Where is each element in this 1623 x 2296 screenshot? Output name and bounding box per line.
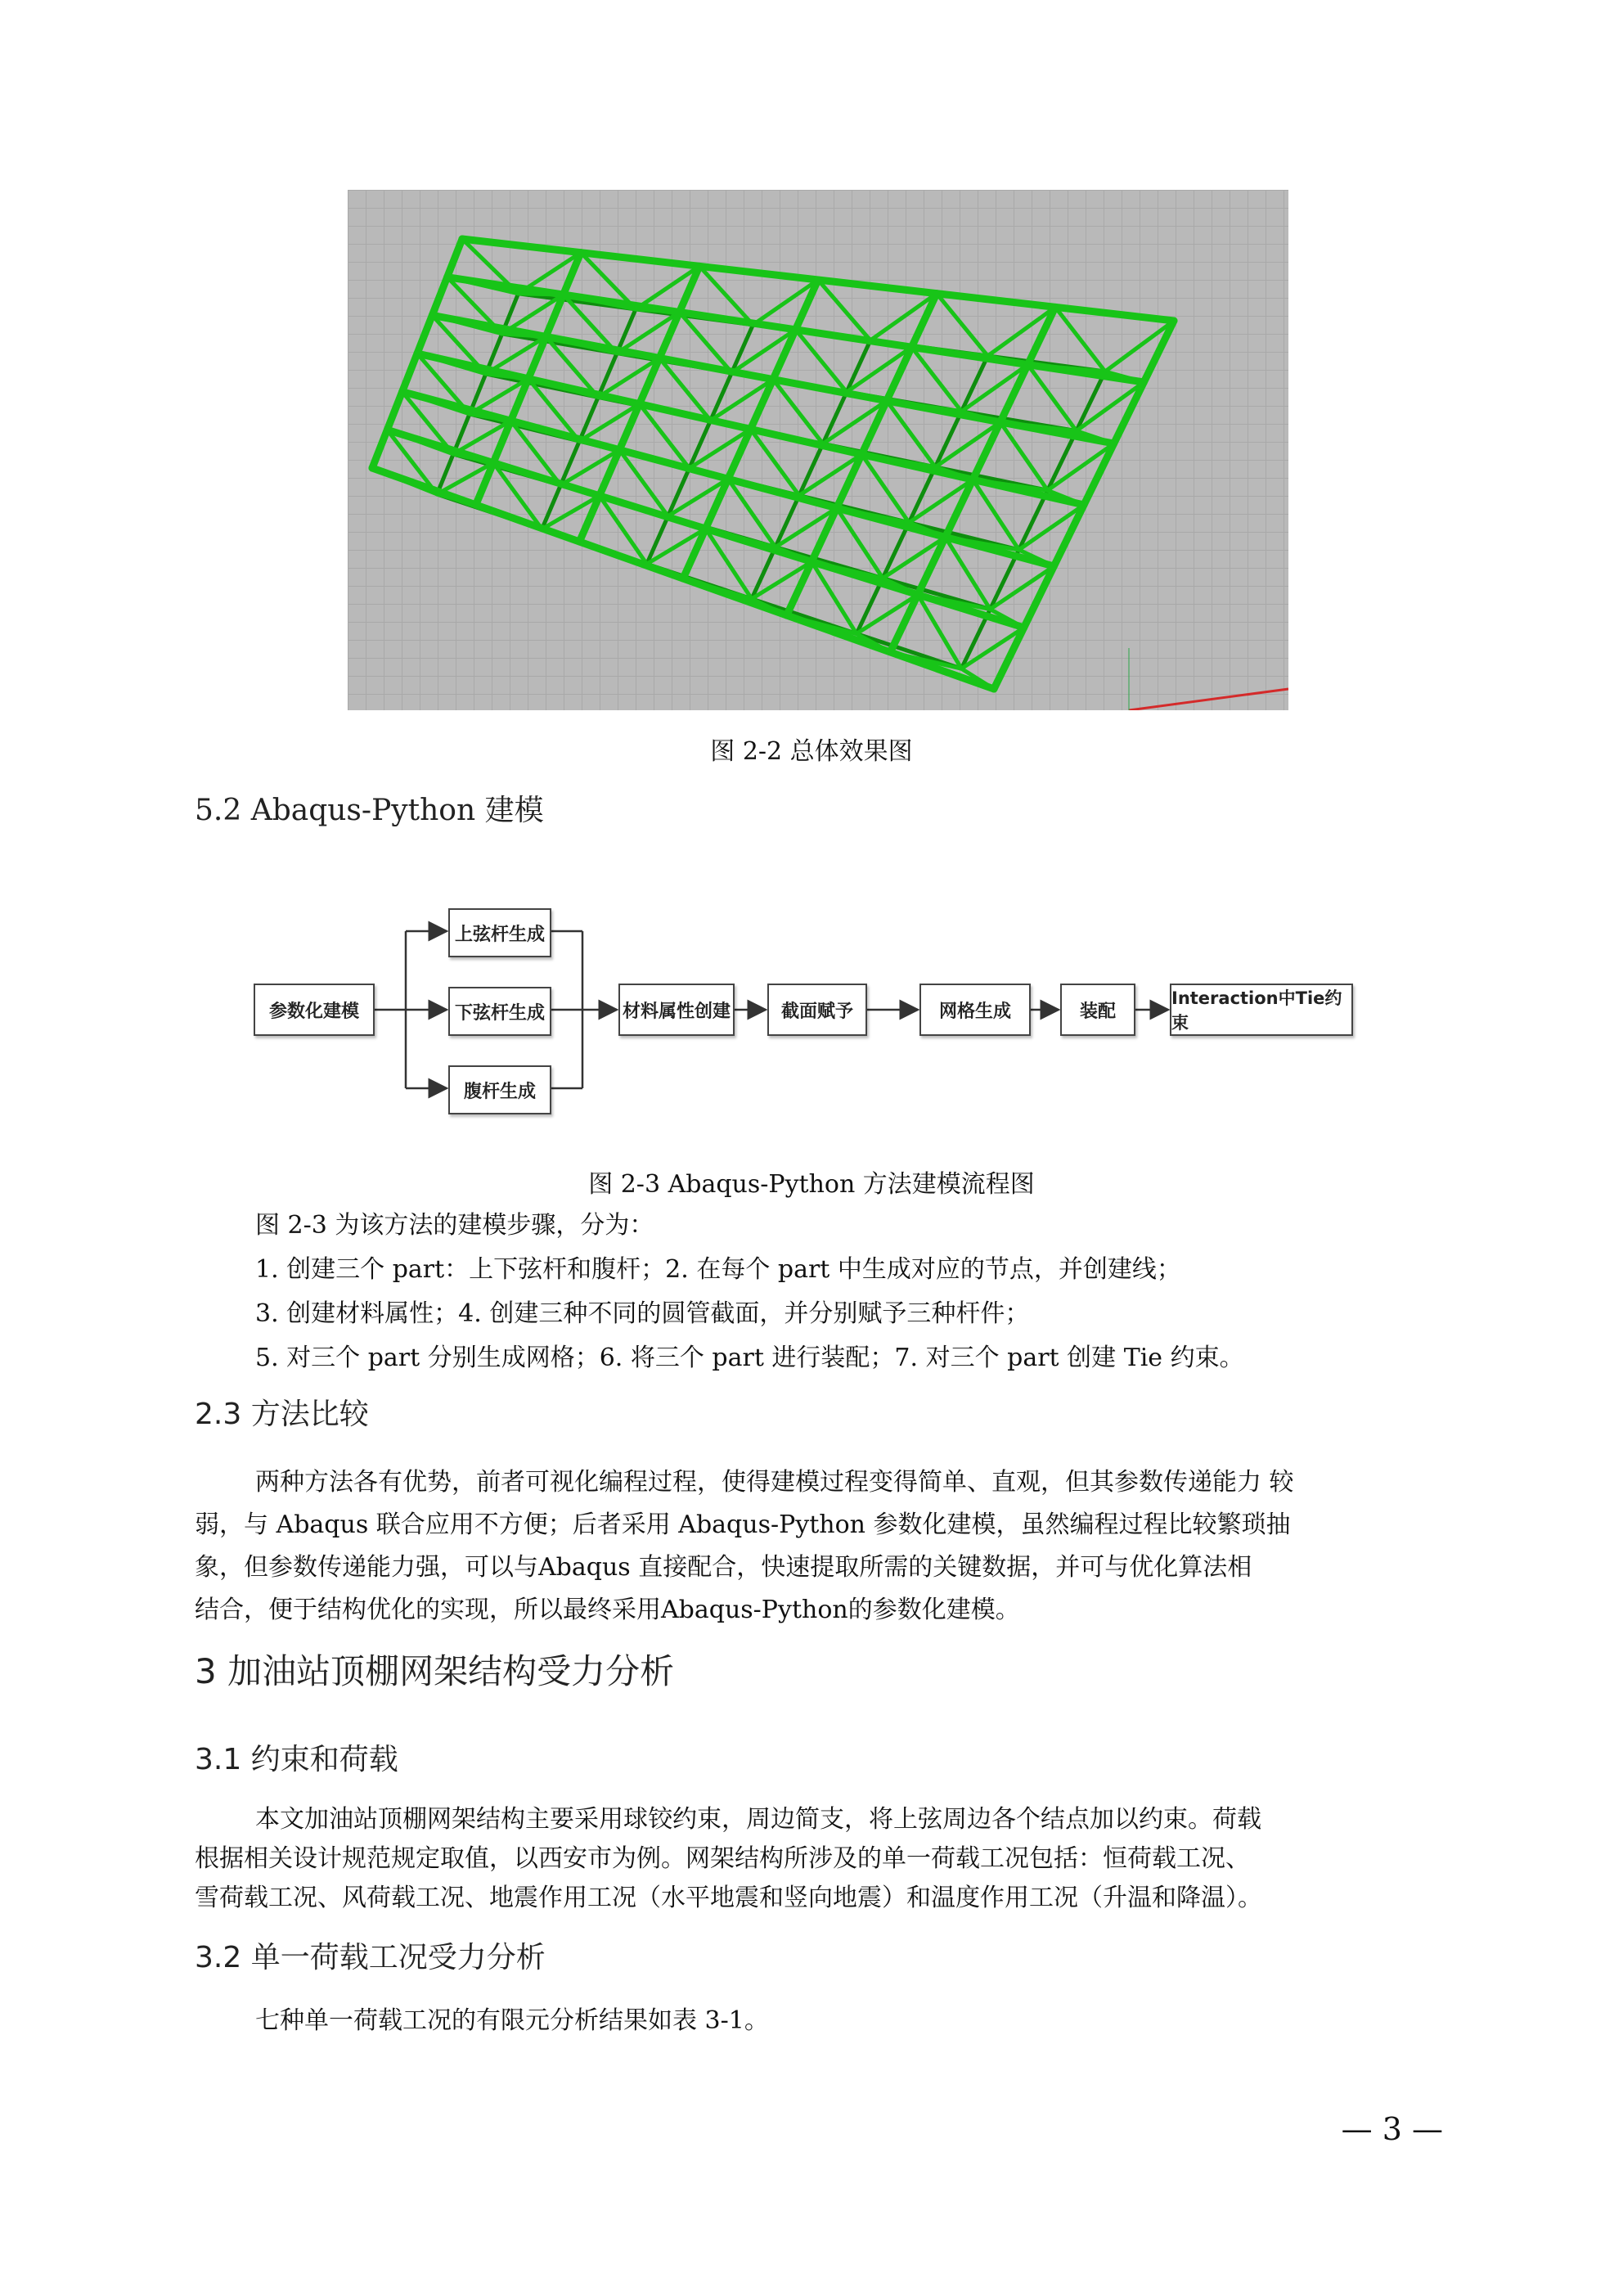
page-number: — 3 — <box>1341 2111 1443 2147</box>
paragraph-line: 根据相关设计规范规定取值，以西安市为例。网架结构所涉及的单一荷载工况包括：恒荷载工况、 <box>195 1844 1250 1873</box>
truss-drawing <box>348 190 1288 710</box>
web-member <box>937 294 987 356</box>
steps-line: 5. 对三个 part 分别生成网格；6. 将三个 part 进行装配；7. 对三个 part 创建 Tie 约束。 <box>255 1344 1244 1372</box>
section-3-heading: 3 加油站顶棚网架结构受力分析 <box>195 1651 675 1691</box>
flow-box-top-chord: 上弦杆生成 <box>448 908 551 957</box>
flowchart <box>245 892 1391 1121</box>
figure-2-2-caption: 图 2-2 总体效果图 <box>710 737 913 766</box>
web-member <box>1055 307 1105 371</box>
steps-line: 1. 创建三个 part：上下弦杆和腹杆；2. 在每个 part 中生成对应的节点，并创建线； <box>255 1255 1181 1284</box>
flow-box-interaction-tie: Interaction中Tie约束 <box>1170 984 1353 1036</box>
section-2-3-paragraph <box>195 1463 1438 1630</box>
flow-box-bottom-chord: 下弦杆生成 <box>448 987 551 1036</box>
flow-box-material: 材料属性创建 <box>618 984 735 1036</box>
paragraph-line: 雪荷载工况、风荷载工况、地震作用工况（水平地震和竖向地震）和温度作用工况（升温和降温）。 <box>195 1884 1262 1912</box>
flow-box-assembly: 装配 <box>1060 984 1135 1036</box>
steps-paragraph <box>255 1206 1244 1378</box>
section-3-2-paragraph: 七种单一荷载工况的有限元分析结果如表 3-1。 <box>255 2006 769 2035</box>
paragraph-line: 象，但参数传递能力强，可以与Abaqus 直接配合，快速提取所需的关键数据，并可与优化算法相 <box>195 1553 1252 1582</box>
steps-line: 图 2-3 为该方法的建模步骤，分为： <box>255 1211 654 1240</box>
axis-line-red <box>1129 689 1288 710</box>
section-3-1-heading: 3.1 约束和荷载 <box>195 1743 398 1776</box>
top-chord-member <box>372 468 994 689</box>
flow-box-section: 截面赋予 <box>767 984 867 1036</box>
flow-box-web-member: 腹杆生成 <box>448 1065 551 1114</box>
flow-box-parametric-modeling: 参数化建模 <box>254 984 375 1036</box>
steps-line: 3. 创建材料属性；4. 创建三种不同的圆管截面，并分别赋予三种杆件； <box>255 1299 1030 1328</box>
figure-2-3-caption: 图 2-3 Abaqus-Python 方法建模流程图 <box>588 1170 1035 1199</box>
paragraph-line: 两种方法各有优势，前者可视化编程过程，使得建模过程变得简单、直观，但其参数传递能力 较 <box>255 1468 1294 1497</box>
flow-box-mesh: 网格生成 <box>919 984 1031 1036</box>
section-3-1-paragraph <box>195 1800 1438 1918</box>
section-3-2-heading: 3.2 单一荷载工况受力分析 <box>195 1941 546 1974</box>
truss-render-image <box>348 190 1288 710</box>
paragraph-line: 结合，便于结构优化的实现，所以最终采用Abaqus-Python的参数化建模。 <box>195 1596 1020 1624</box>
paragraph-line: 本文加油站顶棚网架结构主要采用球铰约束，周边简支，将上弦周边各个结点加以约束。荷载 <box>255 1805 1261 1834</box>
section-2-3-heading: 2.3 方法比较 <box>195 1398 369 1431</box>
section-5-2-heading: 5.2 Abaqus-Python 建模 <box>195 794 544 827</box>
paragraph-line: 弱，与 Abaqus 联合应用不方便；后者采用 Abaqus-Python 参数化建模，虽然编程过程比较繁琐抽 <box>195 1510 1291 1539</box>
